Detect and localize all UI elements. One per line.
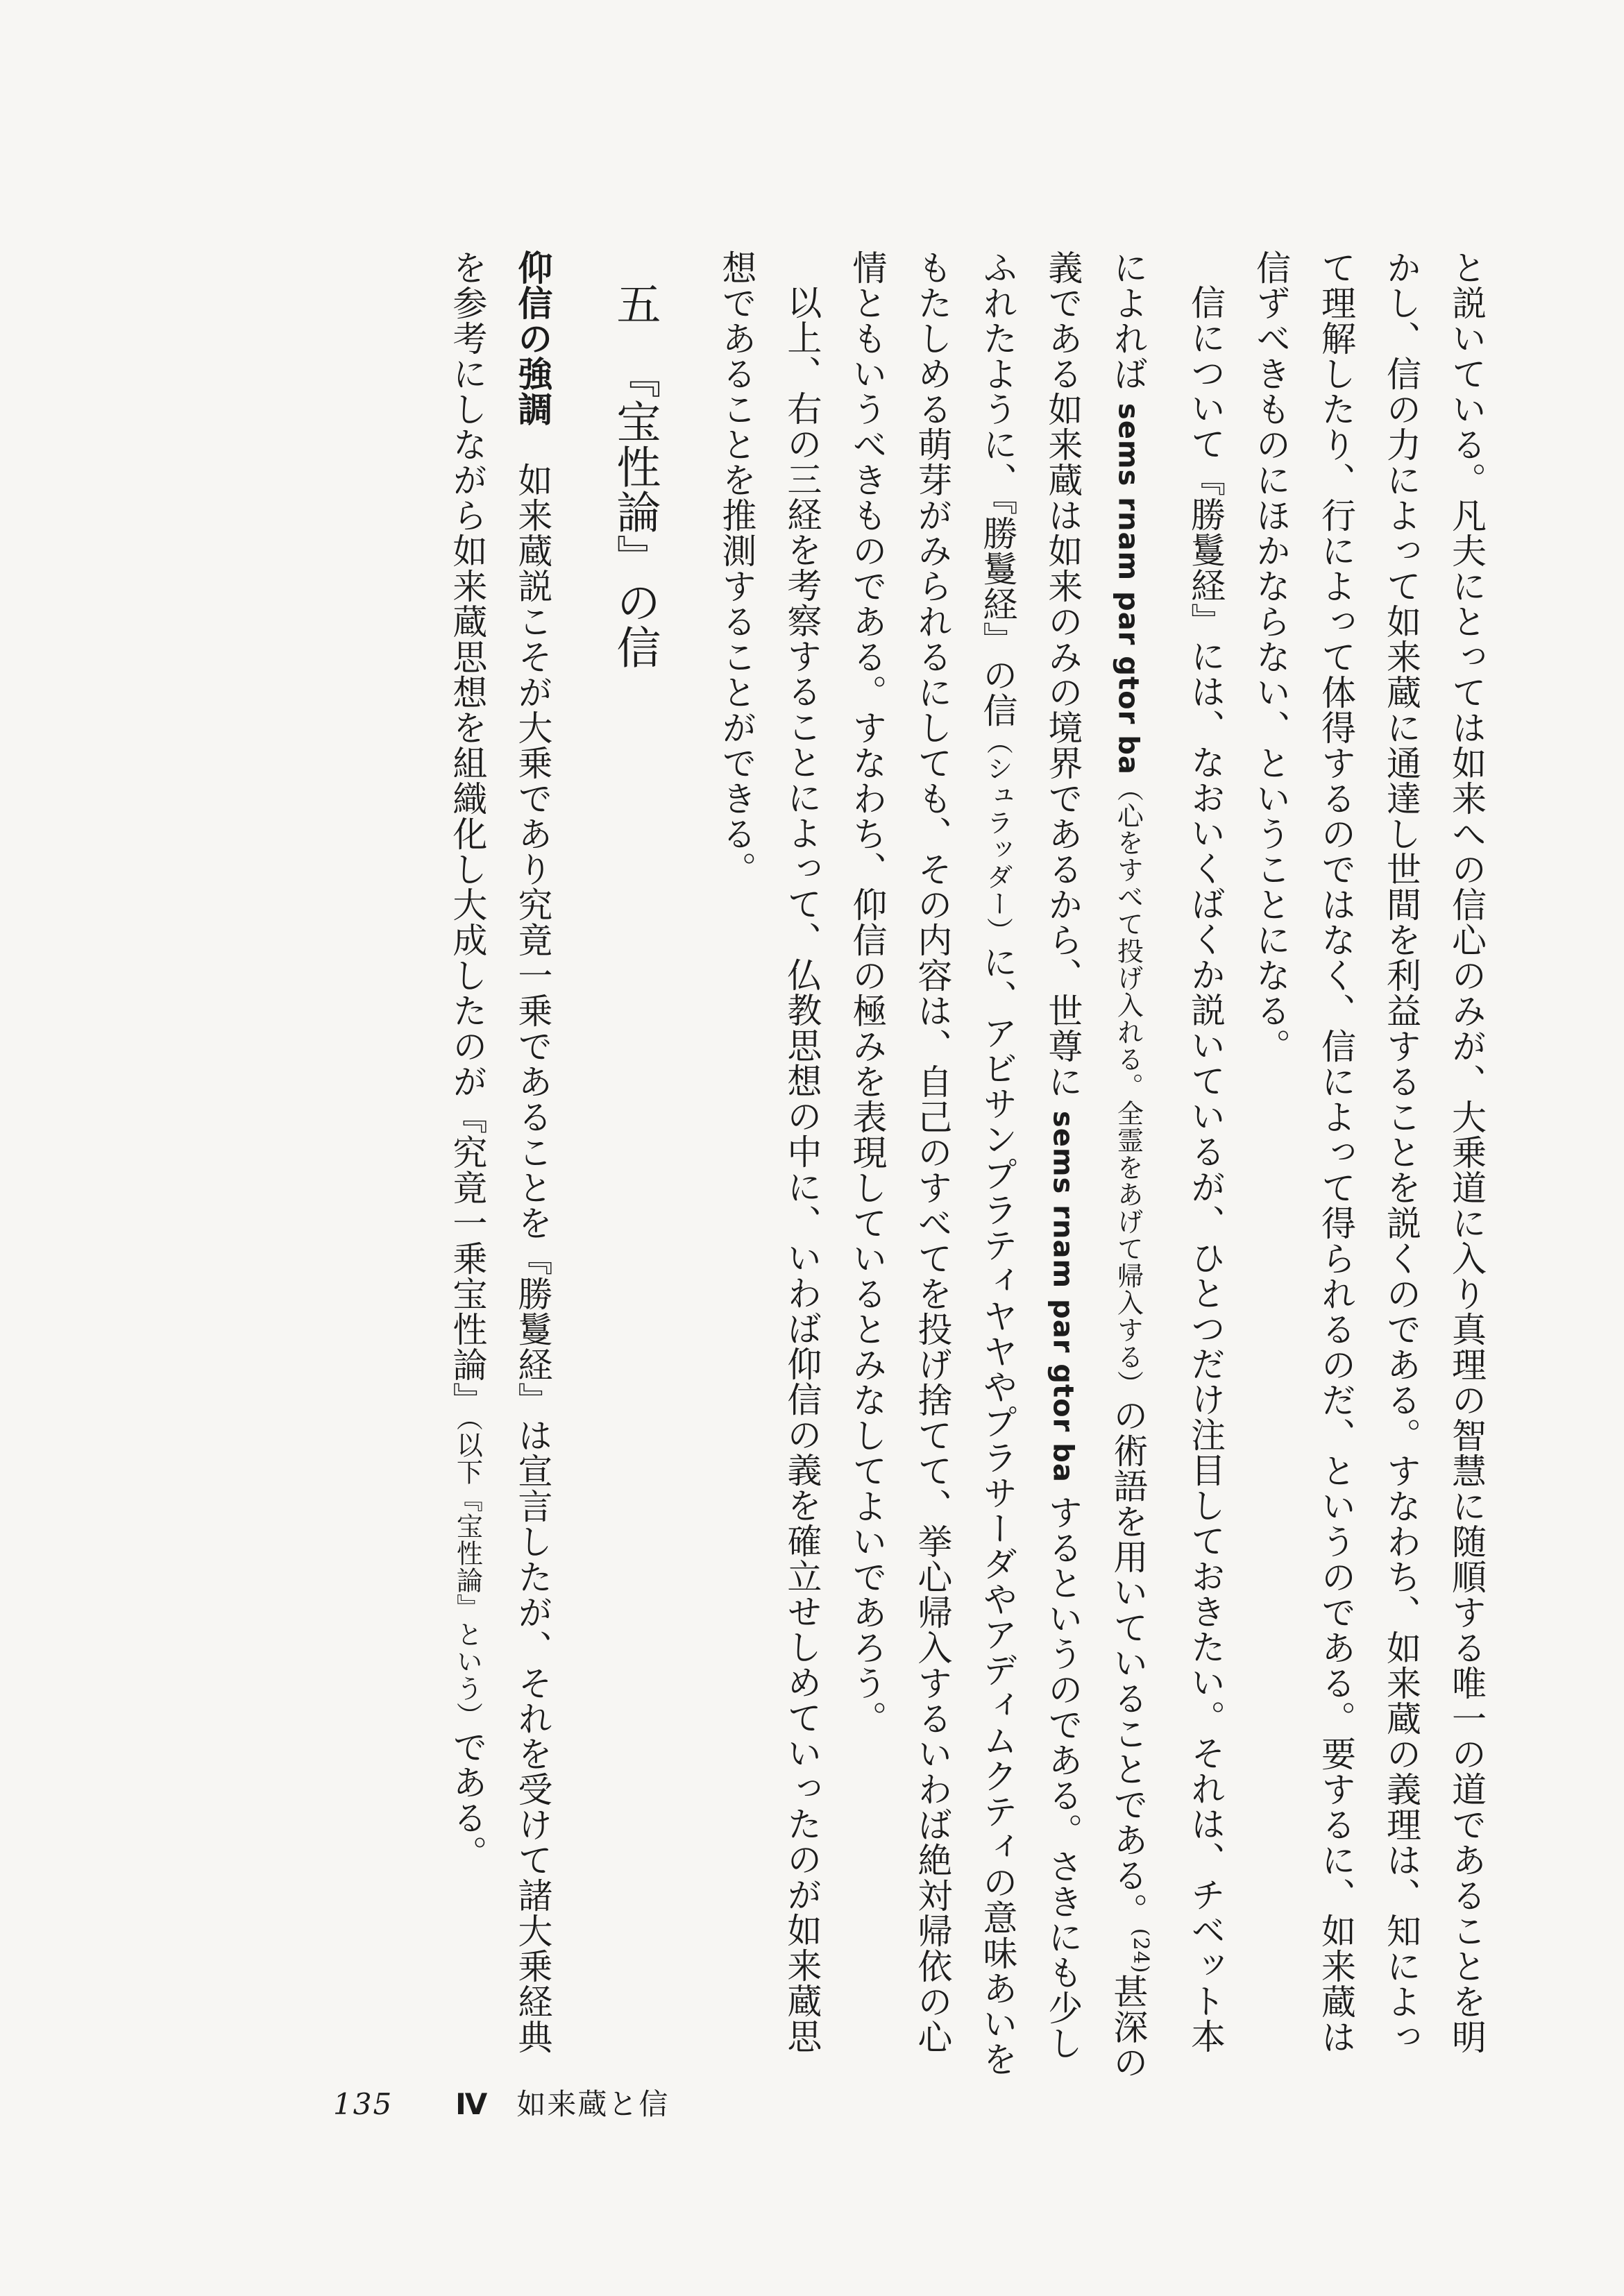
tibetan-term-2: sems rnam par gtor ba bbox=[1047, 1110, 1079, 1483]
paragraph-4-label: 仰信の強調 bbox=[512, 250, 553, 427]
paragraph-2-sanskrit-gloss: （シュラッダー） bbox=[982, 728, 1013, 944]
page-number: 135 bbox=[333, 2087, 394, 2121]
paragraph-1-text: と説いている。凡夫にとっては如来への信心のみが、大乗道に入り真理の智慧に随順する唯一の道であることを明かし、信の力によって如来蔵に通達し世間を利益することを説くのである。すなわち、如来蔵の義理は、知によって理解したり、行によって体得するのではなく、信によって得られるのだ、というのである。要するに、如来蔵は信ずべきものにほかならない、ということになる。 bbox=[1251, 250, 1487, 2055]
paragraph-4-text-a: 如来蔵説こそが大乗であり究竟一乗であることを『勝鬘経』は宣言したが、それを受けて諸大乗経典を参考にしながら如来蔵思想を組織化し大成したのが『究竟一乗宝性論』 bbox=[447, 250, 553, 2055]
paragraph-2-text-e: するというのである。さきにも少しふれたように、『勝鬘経』の信 bbox=[977, 250, 1083, 2061]
paragraph-4 bbox=[434, 250, 565, 2089]
paragraph-2 bbox=[834, 250, 1238, 2089]
paragraph-2-text-a: 信について『勝鬘経』には、なおいくばくか説いているが、ひとつだけ注目しておきたい。それは、チベット本によれば bbox=[1108, 250, 1226, 2054]
paragraph-2-text-c: の術語を用いていることである。 bbox=[1108, 1397, 1149, 1928]
chapter-numeral: Ⅳ bbox=[455, 2087, 489, 2121]
tibetan-term: sems rnam par gtor ba bbox=[1112, 402, 1144, 775]
paragraph-2-text-d: 甚深の義である如来蔵は如来のみの境界であるから、世尊に bbox=[1042, 250, 1149, 2080]
paragraph-3 bbox=[704, 250, 834, 2089]
vertical-text-body bbox=[180, 250, 1499, 2089]
paragraph-4-abbrev-note: （以下『宝性論』という） bbox=[452, 1418, 483, 1729]
paragraph-2-gloss: （心をすべて投げ入れる。全霊をあげて帰入する） bbox=[1113, 774, 1144, 1397]
footnote-ref-24: (24) bbox=[1128, 1928, 1153, 1974]
chapter-title: 如来蔵と信 bbox=[516, 2087, 670, 2121]
section-heading bbox=[593, 250, 676, 2089]
section-title: 『宝性論』の信 bbox=[609, 354, 661, 670]
page-footer bbox=[333, 2082, 669, 2123]
section-number: 五 bbox=[609, 281, 661, 326]
paragraph-2-text-g: に、アビサンプラティヤヤやプラサーダやアディムクティの意味あいをもたしめる萌芽がみられるにしても、その内容は、自己のすべてを投げ捨てて、挙心帰入するいわば絶対帰依の心情ともいうべきものである。すなわち、仰信の極みを表現しているとみなしてよいであろう。 bbox=[847, 250, 1018, 2077]
paragraph-3-text: 以上、右の三経を考察することによって、仏教思想の中に、いわば仰信の義を確立せしめていったのが如来蔵思想であることを推測することができる。 bbox=[716, 250, 822, 2054]
paragraph-4-text-c: である。 bbox=[447, 1729, 488, 1871]
paragraph-1 bbox=[1238, 250, 1499, 2089]
